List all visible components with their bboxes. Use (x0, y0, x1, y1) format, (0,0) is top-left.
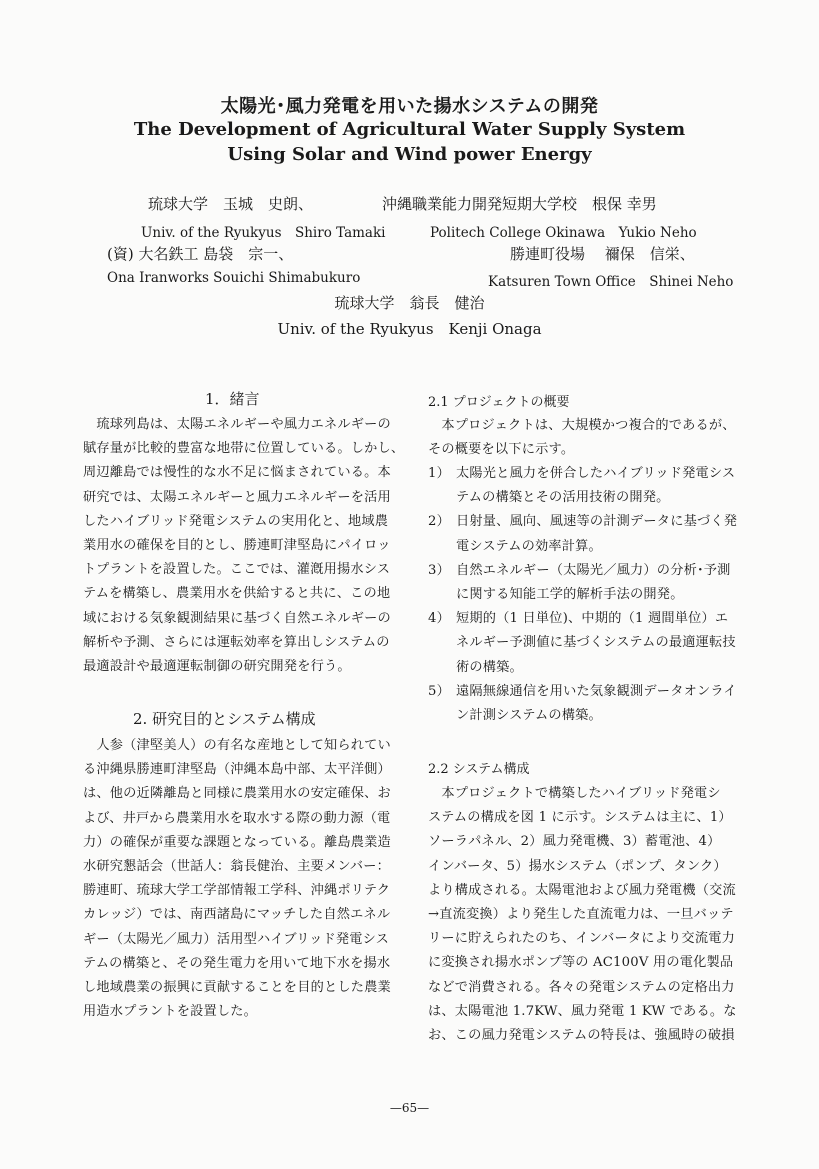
section-2-line: 水研究懇話会（世話人：翁長健治、主要メンバー： (83, 859, 390, 874)
list-item-number: 4） (428, 611, 450, 627)
section-1-line: したハイブリッド発電システムの実用化と、地域農 (83, 513, 389, 529)
author-5-en: Univ. of the Ryukyus Kenji Onaga (277, 320, 542, 338)
list-item-text-line: に関する知能工学的解析手法の開発。 (456, 587, 684, 602)
subsection-2-2-line: →直流変換）より発生した直流電力は、一旦バッテ (428, 907, 734, 922)
list-item-text-line: ネルギー予測値に基づくシステムの最適運転技 (456, 635, 736, 651)
subsection-2-1-heading: 2.1 プロジェクトの概要 (428, 395, 570, 410)
section-1-line: 賦存量が比較的豊富な地帯に位置している。しかし、 (83, 441, 405, 457)
section-1-line: 解析や予測、さらには運転効率を算出しシステムの (83, 634, 390, 650)
author-5-jp: 琉球大学 翁長 健治 (334, 294, 485, 312)
list-item-text-line: 電システムの効率計算。 (456, 538, 602, 554)
subsection-2-2-line: お、この風力発電システムの特長は、強風時の破損 (428, 1028, 735, 1043)
section-1-line: 域における気象観測結果に基づく自然エネルギーの (83, 610, 391, 626)
list-item-number: 2） (428, 514, 450, 530)
subsection-2-2-line: リーに貯えられたのち、インバータにより交流電力 (428, 931, 735, 947)
list-item-text-line: 術の構築。 (456, 659, 523, 675)
section-2-line: カレッジ）では、南西諸島にマッチした自然エネル (83, 907, 391, 923)
section-1-line: 研究では、太陽エネルギーと風力エネルギーを活用 (83, 489, 391, 505)
subsection-2-2-line: などで消費される。各々の発電システムの定格出力 (428, 979, 735, 995)
section-1-line: 琉球列島は、太陽エネルギーや風力エネルギーの (83, 417, 391, 432)
section-1-line: 業用水の確保を目的とし、勝連町津堅島にパイロッ (83, 538, 391, 553)
title-japanese: 太陽光･風力発電を用いた揚水システムの開発 (220, 96, 599, 117)
section-2-heading: 2. 研究目的とシステム構成 (133, 710, 316, 728)
list-item-number: 5） (428, 683, 450, 699)
author-2-en: Politech College Okinawa Yukio Neho (430, 225, 697, 241)
list-item-text-line: 自然エネルギー（太陽光／風力）の分析･予測 (456, 562, 731, 578)
list-item-text-line: テムの構築とその活用技術の開発。 (456, 490, 670, 506)
list-item-text-line: ン計測システムの構築。 (456, 708, 602, 723)
author-4-jp: 勝連町役場 禰保 信栄、 (510, 245, 695, 263)
section-1-line: 周辺離島では慢性的な水不足に悩まされている。本 (83, 465, 391, 481)
section-2-line: テムの構築と、その発生電力を用いて地下水を揚水 (83, 955, 391, 971)
author-1-en: Univ. of the Ryukyus Shiro Tamaki (141, 225, 386, 241)
section-2-line: よび、井戸から農業用水を取水する際の動力源（電 (83, 810, 391, 826)
author-4-en: Katsuren Town Office Shinei Neho (488, 274, 734, 290)
section-1-line: トプラントを設置した。ここでは、灌漑用揚水シス (83, 562, 391, 578)
section-2-line: し地域農業の振興に貢献することを目的とした農業 (83, 980, 391, 995)
subsection-2-1-line: 本プロジェクトは、大規模かつ複合的であるが、 (428, 418, 736, 433)
subsection-2-2-line: ソーラパネル、2）風力発電機、3）蓄電池、4） (428, 834, 721, 850)
section-1-line: テムを構築し、農業用水を供給すると共に、この地 (83, 586, 391, 602)
subsection-2-2-line: ステムの構成を図 1 に示す。システムは主に、1） (428, 810, 732, 826)
subsection-2-2-line: より構成される。太陽電池および風力発電機（交流 (428, 882, 736, 898)
page-number: —65— (389, 1101, 430, 1115)
subsection-2-2-line: インバータ、5）揚水システム（ポンプ、タンク） (428, 858, 727, 874)
list-item-text-line: 短期的（1 日単位)、中期的（1 週間単位）エ (456, 611, 729, 627)
title-english-line-2: Using Solar and Wind power Energy (227, 144, 592, 165)
section-1-heading: 1．緒言 (205, 390, 260, 408)
author-3-en: Ona Iranworks Souichi Shimabukuro (107, 270, 361, 286)
section-2-line: る沖縄県勝連町津堅島（沖縄本島中部、太平洋側） (83, 762, 391, 778)
author-2-jp: 沖縄職業能力開発短期大学校 根保 幸男 (382, 195, 657, 213)
subsection-2-2-line: は、太陽電池 1.7KW、風力発電 1 KW である。な (428, 1003, 737, 1019)
section-2-line: 人参（津堅美人）の有名な産地として知られてい (83, 738, 391, 753)
subsection-2-2-line: 本プロジェクトで構築したハイブリッド発電シ (428, 786, 721, 801)
list-item-text-line: 太陽光と風力を併合したハイブリッド発電シス (456, 466, 736, 481)
author-3-jp: (資) 大名鉄工 島袋 宗一、 (107, 245, 294, 263)
section-1-line: 最適設計や最適運転制御の研究開発を行う。 (83, 659, 351, 674)
title-english-line-1: The Development of Agricultural Water Supply System (133, 119, 686, 140)
section-2-line: 用造水プラントを設置した。 (83, 1004, 258, 1020)
section-2-line: 勝連町、琉球大学工学部情報工学科、沖縄ポリテク (83, 883, 391, 899)
list-item-text-line: 遠隔無線通信を用いた気象観測データオンライ (456, 683, 737, 699)
section-2-line: ギー（太陽光／風力）活用型ハイブリッド発電シス (83, 931, 390, 947)
author-1-jp: 琉球大学 玉城 史朗、 (148, 195, 314, 213)
subsection-2-1-line: その概要を以下に示す。 (428, 442, 575, 458)
subsection-2-2-line: に変換され揚水ポンプ等の AC100V 用の電化製品 (428, 955, 734, 971)
list-item-text-line: 日射量、風向、風速等の計測データに基づく発 (456, 514, 738, 530)
section-2-line: は、他の近隣離島と同様に農業用水の安定確保、お (83, 786, 391, 802)
list-item-number: 3） (428, 562, 450, 578)
subsection-2-2-heading: 2.2 システム構成 (428, 762, 530, 777)
list-item-number: 1） (428, 466, 450, 481)
section-2-line: 力）の確保が重要な課題となっている。離島農業造 (83, 834, 391, 850)
